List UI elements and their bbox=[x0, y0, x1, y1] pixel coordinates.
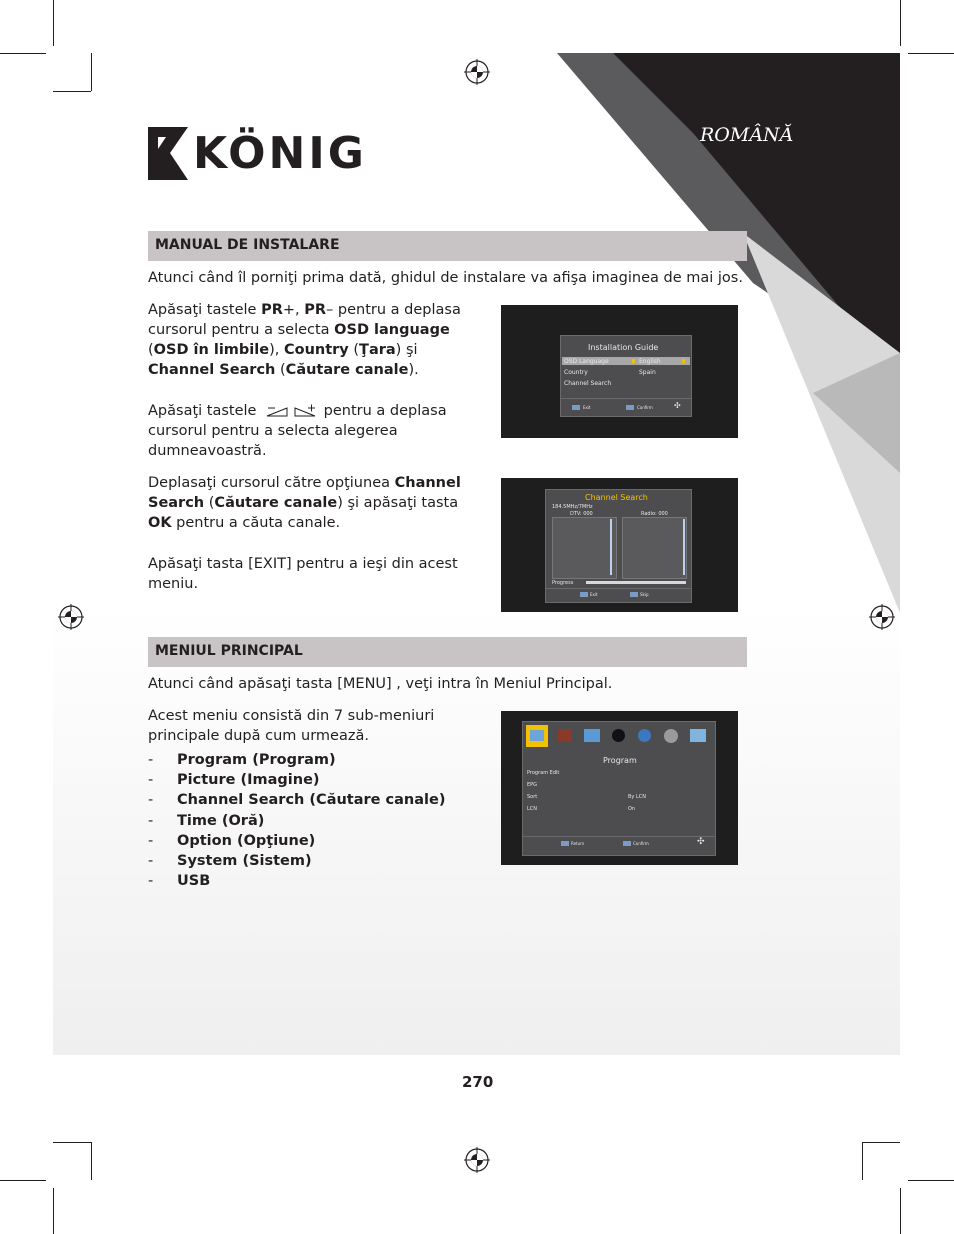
navigation-arrows-icon: ✣ bbox=[697, 837, 705, 847]
panel-title: Installation Guide bbox=[588, 343, 659, 352]
panel-title: Channel Search bbox=[585, 493, 648, 502]
language-label: ROMÂNĂ bbox=[700, 124, 794, 146]
instruction-text: pentru a deplasa cursorul pentru a selecta alegerea dumneavoastră. bbox=[148, 403, 447, 459]
tv-list-scrollbar[interactable] bbox=[610, 519, 612, 575]
arrow-right-icon bbox=[682, 359, 685, 363]
footer-label: Confirm bbox=[633, 841, 649, 846]
footer-label: Confirm bbox=[637, 405, 653, 410]
screenshot-main-menu bbox=[501, 711, 738, 865]
registration-mark-icon bbox=[464, 1147, 490, 1173]
radio-list-scrollbar[interactable] bbox=[683, 519, 685, 575]
list-item: - Program (Program) bbox=[148, 752, 336, 768]
navigation-arrows-icon: ✣ bbox=[674, 401, 681, 410]
volume-keys-icon bbox=[261, 404, 319, 418]
crop-mark bbox=[53, 0, 54, 46]
row-value: English bbox=[639, 358, 661, 365]
section-header-installation bbox=[148, 231, 747, 261]
footer-label: Exit bbox=[590, 592, 598, 597]
radio-count: Radio: 000 bbox=[641, 511, 668, 517]
submenu-list bbox=[148, 750, 445, 891]
registration-mark-icon bbox=[58, 604, 84, 630]
screenshot-channel-search bbox=[501, 478, 738, 612]
crop-mark bbox=[53, 1188, 54, 1234]
registration-mark-icon bbox=[869, 604, 895, 630]
list-item: - System (Sistem) bbox=[148, 853, 312, 870]
crop-mark bbox=[908, 1180, 954, 1181]
divider bbox=[561, 398, 691, 399]
crop-mark bbox=[908, 53, 954, 54]
section-title: MENIUL PRINCIPAL bbox=[155, 643, 303, 659]
row-label: Sort bbox=[527, 794, 538, 800]
section-title: MANUAL DE INSTALARE bbox=[155, 237, 340, 253]
crop-mark bbox=[862, 1142, 863, 1180]
skip-key-icon bbox=[630, 592, 638, 597]
program-glyph-icon bbox=[530, 730, 544, 741]
crop-mark bbox=[862, 91, 900, 92]
divider bbox=[546, 588, 691, 589]
screenshot-installation-guide bbox=[501, 305, 738, 438]
channel-search-tab-icon[interactable] bbox=[584, 729, 600, 742]
frequency-text: 184.5MHz/7MHz bbox=[552, 504, 593, 510]
panel-title: Program bbox=[603, 756, 637, 765]
tv-list bbox=[552, 517, 617, 579]
return-key-icon bbox=[561, 841, 569, 846]
footer-label: Return bbox=[571, 841, 585, 846]
crop-mark bbox=[53, 1142, 91, 1143]
footer-label: Exit bbox=[583, 405, 591, 410]
progress-bar bbox=[586, 581, 686, 584]
list-item: - Picture (Imagine) bbox=[148, 772, 320, 789]
radio-list bbox=[622, 517, 687, 579]
instruction-paragraph: Deplasaţi cursorul către opţiunea Channel Search (Căutare canale) şi apăsaţi tasta OK pentru a căuta canale. bbox=[148, 475, 461, 531]
row-label: LCN bbox=[527, 806, 538, 812]
system-tab-icon[interactable] bbox=[664, 729, 678, 743]
row-value: Spain bbox=[639, 369, 656, 376]
konig-logo-icon bbox=[148, 127, 188, 180]
registration-mark-icon bbox=[464, 59, 490, 85]
progress-label: Progress bbox=[552, 580, 574, 586]
crop-mark bbox=[900, 0, 901, 46]
crop-mark bbox=[862, 53, 863, 91]
row-label: Program Edit bbox=[527, 770, 560, 776]
crop-mark bbox=[53, 91, 91, 92]
channel-search-panel bbox=[545, 489, 692, 603]
crop-mark bbox=[0, 53, 46, 54]
row-label: OSD Language bbox=[564, 358, 609, 365]
intro-text: Atunci când îl porniţi prima dată, ghidul de instalare va afişa imaginea de mai jos. bbox=[148, 270, 743, 286]
list-item-label: Channel Search (Căutare canale) bbox=[177, 792, 446, 809]
footer-label: Skip bbox=[640, 592, 649, 597]
divider bbox=[523, 836, 715, 837]
list-item-label: System (Sistem) bbox=[177, 853, 312, 870]
crop-mark bbox=[862, 1142, 900, 1143]
list-item: - USB bbox=[148, 873, 211, 890]
list-item-label: USB bbox=[177, 873, 211, 890]
instruction-paragraph-arrows bbox=[148, 401, 468, 461]
crop-mark bbox=[91, 1142, 92, 1180]
list-item: - Option (Opţiune) bbox=[148, 832, 316, 849]
usb-tab-icon[interactable] bbox=[690, 729, 706, 742]
list-item-label: Option (Opţiune) bbox=[177, 832, 316, 849]
row-value: On bbox=[628, 806, 636, 812]
exit-key-icon bbox=[572, 405, 580, 410]
ok-key-icon bbox=[626, 405, 634, 410]
page-number: 270 bbox=[462, 1073, 494, 1091]
row-label: EPG bbox=[527, 782, 538, 788]
crop-mark bbox=[91, 53, 92, 91]
exit-key-icon bbox=[580, 592, 588, 597]
option-tab-icon[interactable] bbox=[638, 729, 651, 742]
row-value: By LCN bbox=[628, 794, 646, 800]
installation-panel bbox=[560, 335, 692, 417]
main-menu-panel bbox=[522, 721, 716, 856]
list-item-label: Time (Oră) bbox=[177, 812, 265, 829]
ok-key-icon bbox=[623, 841, 631, 846]
crop-mark bbox=[0, 1180, 46, 1181]
list-item-label: Picture (Imagine) bbox=[177, 772, 320, 789]
row-label: Country bbox=[564, 369, 588, 376]
row-label: Channel Search bbox=[564, 380, 612, 387]
intro-text: Atunci când apăsaţi tasta [MENU] , veţi intra în Meniul Principal. bbox=[148, 676, 613, 692]
list-item: - Time (Oră) bbox=[148, 812, 265, 829]
arrow-left-icon bbox=[632, 359, 635, 363]
list-item-label: Program (Program) bbox=[177, 752, 336, 768]
instruction-text: Apăsaţi tastele bbox=[148, 403, 257, 419]
instruction-paragraph: Apăsaţi tastele PR+, PR– pentru a deplasa cursorul pentru a selecta OSD language (OSD în limbile), Country (Ţara) şi Channel Search (Căutare canale). bbox=[148, 302, 461, 378]
picture-tab-icon[interactable] bbox=[558, 729, 572, 742]
dtv-count: DTV: 000 bbox=[570, 511, 593, 517]
time-tab-icon[interactable] bbox=[612, 729, 625, 742]
konig-logo-text: KÖNIG bbox=[193, 128, 367, 179]
instruction-paragraph: Apăsaţi tasta [EXIT] pentru a ieşi din acest meniu. bbox=[148, 556, 458, 592]
crop-mark bbox=[900, 1188, 901, 1234]
menu-description: Acest meniu consistă din 7 sub-meniuri principale după cum urmează. bbox=[148, 708, 435, 744]
section-header-main-menu bbox=[148, 637, 747, 667]
list-item: - Channel Search (Căutare canale) bbox=[148, 792, 446, 809]
